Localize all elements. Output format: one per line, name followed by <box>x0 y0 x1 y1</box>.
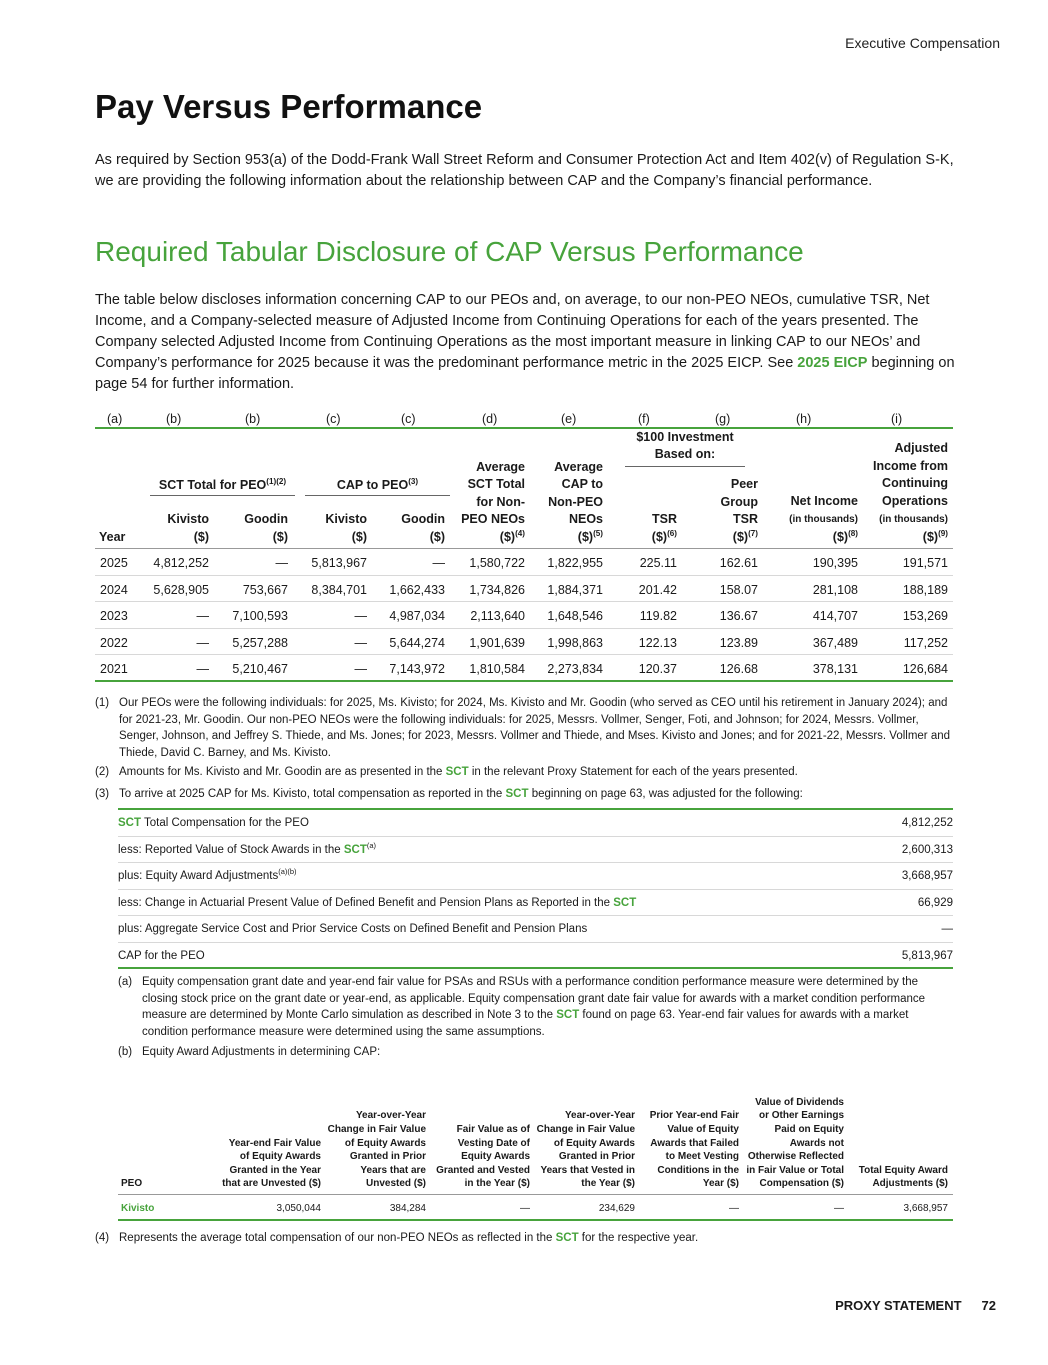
eaa-header <box>118 1068 953 1195</box>
eaa-cell: — <box>834 1203 844 1214</box>
recon-value: 2,600,313 <box>901 843 953 856</box>
fn3-text-b: beginning on page 63, was adjusted for the following: <box>528 788 803 800</box>
letter-h: (h) <box>796 412 812 426</box>
table-cell: 1,998,863 <box>547 635 603 650</box>
recon-label: less: Reported Value of Stock Awards in the <box>118 843 344 856</box>
table-cell: 414,707 <box>812 609 858 623</box>
table-cell: 1,648,546 <box>547 609 603 623</box>
row-year: 2022 <box>100 635 128 650</box>
col-adj-l3: Continuing <box>882 476 948 490</box>
table-cell: 2,113,640 <box>470 609 525 623</box>
fn4-text-a: Represents the average total compensation of our non-PEO NEOs as reflected in the <box>119 1232 556 1244</box>
table-cell: — <box>354 662 367 676</box>
recon-row <box>118 916 953 943</box>
col-avg-sct-l2: SCT Total <box>467 477 525 491</box>
table-cell: 136.67 <box>719 609 758 623</box>
table-row <box>95 602 953 629</box>
col-sct-goodin <box>244 511 288 546</box>
table-cell: 4,987,034 <box>389 609 445 623</box>
table-cell: — <box>275 556 288 570</box>
table-cell: 1,580,722 <box>469 556 525 570</box>
col-cap-kivisto-unit: ($) <box>351 529 367 544</box>
sct-link[interactable]: SCT <box>555 1232 579 1244</box>
table-cell: 1,810,584 <box>469 662 525 676</box>
col-ni-sup: (8) <box>848 528 858 538</box>
col-tsr-sup: (6) <box>667 528 677 538</box>
recon-value: 4,812,252 <box>901 817 953 829</box>
eaa-col-7: Total Equity Award Adjustments ($) <box>858 1164 948 1190</box>
recon-label: Total Compensation for the PEO <box>141 817 309 829</box>
table-cell: 153,269 <box>902 609 948 623</box>
table-cell: 225.11 <box>639 556 677 570</box>
col-tsr-l1: TSR <box>652 512 677 526</box>
eaa-cell: 384,284 <box>389 1203 426 1214</box>
sct-link[interactable]: SCT <box>118 817 141 829</box>
letter-c1: (c) <box>326 412 341 426</box>
section-header: Executive Compensation <box>845 35 1000 51</box>
footnote-b <box>118 1044 953 1061</box>
recon-sup: (a)(b) <box>278 867 297 877</box>
fn2-text <box>95 764 955 781</box>
recon-label: less: Change in Actuarial Present Value of Defined Benefit and Pension Plans as Reported in the <box>118 896 614 909</box>
table-cell: 1,822,955 <box>547 556 603 570</box>
pvp-table <box>95 410 953 682</box>
group-inv-line1: $100 Investment <box>636 430 734 444</box>
sct-link[interactable]: SCT <box>343 843 367 856</box>
table-cell: 5,210,467 <box>232 662 288 676</box>
recon-sup: (a) <box>366 840 377 850</box>
col-adj-sup: (9) <box>938 528 948 538</box>
sct-link[interactable]: SCT <box>613 896 637 909</box>
description-text-a: The table below discloses information concerning CAP to our PEOs and, on average, to our non-PEO NEOs, cumulative TSR, Net Income, and a Company-selected measure of Adjusted Income from Continuing Operations for each of the years presented. The Company selected Adjusted Income from Continuing Operations as the most important measure in linking CAP to our NEOs’ and Company’s performance for 2025 because it was the predominant performance metric in the 2025 EICP. See <box>95 292 930 371</box>
group-sct-sup: (1)(2) <box>266 476 287 486</box>
col-sct-goodin-unit: ($) <box>272 529 288 544</box>
footnote-1 <box>95 695 955 761</box>
equity-award-adjustments-table <box>118 1068 953 1221</box>
col-avg-sct-l5: ($) <box>499 529 516 544</box>
group-cap-label: CAP to PEO <box>336 478 409 492</box>
col-ni-l1: Net Income <box>790 493 858 508</box>
table-cell: 5,628,905 <box>153 582 209 597</box>
col-peer-tsr <box>721 476 759 546</box>
col-sct-kivisto-name: Kivisto <box>167 512 209 526</box>
table-cell: 126,684 <box>902 662 948 676</box>
fn3-text <box>95 786 955 803</box>
fn4-num: (4) <box>95 1232 110 1244</box>
col-cap-goodin <box>401 511 445 546</box>
letter-b1: (b) <box>166 412 182 426</box>
fn4-text-b: for the respective year. <box>578 1232 699 1244</box>
recon-label: CAP for the PEO <box>118 949 205 962</box>
col-net-income <box>789 493 858 547</box>
recon-label: plus: Aggregate Service Cost and Prior Service Costs on Defined Benefit and Pension Plans <box>118 923 588 935</box>
table-cell: 119.82 <box>639 609 677 623</box>
table-cell: — <box>196 609 209 623</box>
intro-paragraph: As required by Section 953(a) of the Dodd-Frank Wall Street Reform and Consumer Protection Act and Item 402(v) of Regulation S-K, we are providing the following information about the relationship between CAP and the Company’s financial performance. <box>95 152 954 189</box>
fna-text-b: found on page 63. Year-end fair values for awards with a market condition performance measure were determined using the same assumptions. <box>142 1009 909 1038</box>
eaa-col-3: Fair Value as of Vesting Date of Equity Awards Granted and Vested in the Year ($) <box>436 1124 530 1190</box>
eicp-link[interactable]: 2025 EICP <box>797 355 868 371</box>
recon-value: 5,813,967 <box>901 949 953 962</box>
recon-value: — <box>941 923 953 935</box>
col-ni-l3: ($) <box>832 529 849 544</box>
fnb-num: (b) <box>118 1046 133 1058</box>
table-cell: 188,189 <box>902 582 948 597</box>
table-cell: 190,395 <box>812 556 858 570</box>
table-cell: — <box>432 556 445 570</box>
footnote-4 <box>95 1230 955 1247</box>
eaa-col-peo: PEO <box>121 1178 143 1190</box>
letter-e: (e) <box>561 412 577 426</box>
page-title: Pay Versus Performance <box>95 88 483 125</box>
col-avg-cap-l5: ($) <box>577 529 594 544</box>
table-cell: 5,257,288 <box>232 635 288 650</box>
row-year: 2025 <box>100 556 128 570</box>
table-row <box>95 576 953 603</box>
eaa-col-2: Year-over-Year Change in Fair Value of Equity Awards Granted in Prior Years that are Unvested ($) <box>327 1110 426 1190</box>
table-cell: 158.07 <box>719 582 758 597</box>
eaa-cell: — <box>520 1203 530 1214</box>
eaa-col-5: Prior Year-end Fair Value of Equity Awards that Failed to Meet Vesting Conditions in the Year ($) <box>649 1110 739 1190</box>
col-cap-goodin-name: Goodin <box>401 512 445 526</box>
table-cell: 5,644,274 <box>389 635 445 650</box>
col-sct-goodin-name: Goodin <box>244 512 288 526</box>
col-peer-sup: (7) <box>748 528 758 538</box>
col-adjusted-income <box>873 440 948 546</box>
col-avg-cap-l1: Average <box>554 459 603 474</box>
eaa-peo-name: Kivisto <box>121 1203 155 1214</box>
description-paragraph <box>95 290 955 395</box>
col-avg-sct-sup: (4) <box>515 528 525 538</box>
page-footer <box>835 1298 996 1313</box>
table-row <box>95 655 953 682</box>
letter-b2: (b) <box>245 412 261 426</box>
col-cap-kivisto <box>325 511 367 546</box>
col-adj-l1: Adjusted <box>894 441 948 455</box>
fn2-num: (2) <box>95 766 110 778</box>
table-cell: — <box>196 662 209 676</box>
table-cell: 378,131 <box>812 662 858 676</box>
column-letters <box>95 410 953 429</box>
table-cell: 1,662,433 <box>389 582 445 597</box>
table-cell: 753,667 <box>242 582 288 597</box>
group-cap-peo <box>305 478 450 496</box>
col-peer-l1: Peer <box>730 477 758 491</box>
page-number: 72 <box>981 1298 996 1313</box>
letter-i: (i) <box>891 412 903 426</box>
table-cell: 120.37 <box>638 662 677 676</box>
col-adj-l4: Operations <box>882 493 948 508</box>
table-body <box>95 549 953 682</box>
recon-row <box>118 810 953 837</box>
fn2-text-b: in the relevant Proxy Statement for each of the years presented. <box>468 766 798 778</box>
letter-a: (a) <box>107 412 123 426</box>
col-tsr-l2: ($) <box>651 529 668 544</box>
col-sct-kivisto-unit: ($) <box>193 529 209 544</box>
group-sct-total <box>150 478 295 496</box>
recon-row <box>118 943 953 970</box>
group-investment <box>625 429 745 467</box>
col-year: Year <box>99 529 126 544</box>
col-avg-sct-l4: PEO NEOs <box>461 512 525 526</box>
row-year: 2024 <box>100 582 128 597</box>
group-sct-label: SCT Total for PEO <box>158 478 267 492</box>
table-cell: 281,108 <box>812 582 858 597</box>
footnote-2 <box>95 764 955 781</box>
sct-link[interactable]: SCT <box>556 1009 580 1021</box>
description-text-b: beginning on page 54 for further information. <box>95 355 955 392</box>
eaa-cell: 234,629 <box>598 1203 635 1214</box>
fn4-text <box>95 1230 955 1247</box>
table-cell: 1,884,371 <box>547 582 603 597</box>
table-cell: 367,489 <box>812 635 858 650</box>
section-subtitle: Required Tabular Disclosure of CAP Versus Performance <box>95 236 804 267</box>
row-year: 2023 <box>100 609 128 623</box>
eaa-cell: — <box>729 1203 739 1214</box>
table-cell: 126.68 <box>719 662 758 676</box>
group-inv-line2: Based on: <box>654 447 716 461</box>
table-cell: 1,901,639 <box>469 635 525 650</box>
cap-reconciliation-table <box>118 808 953 969</box>
fn3-text-a: To arrive at 2025 CAP for Ms. Kivisto, total compensation as reported in the <box>119 788 506 800</box>
fn1-text: Our PEOs were the following individuals: for 2025, Ms. Kivisto; for 2024, Ms. Kivisto and Mr. Goodin (who served as CEO until his retirement in January 2024); and for 2021-23, Mr. Goodin. Our non-PEO NEOs were the following individuals: for 2025, Messrs. Vollmer, Senger, Foti, and Johnson; for 2024, Messrs. Vollmer, Senger, Johnson, and Jeffrey S. Thiede, and Ms. Jones; for 2023, Messrs. Vollmer and Thiede, and Mses. Kivisto and Jones; and for 2021-22, Messrs. Vollmer and Thiede, David C. Barney, and Ms. Kivisto. <box>119 697 951 759</box>
col-avg-sct <box>461 459 525 547</box>
table-cell: 122.13 <box>638 635 677 650</box>
letter-f: (f) <box>638 412 650 426</box>
group-cap-sup: (3) <box>408 476 419 486</box>
col-peer-l2: Group <box>720 494 758 509</box>
col-tsr <box>652 511 677 546</box>
col-adj-l2: Income from <box>872 458 948 473</box>
col-ni-l2: (in thousands) <box>789 514 858 525</box>
recon-row <box>118 837 953 864</box>
table-header <box>95 429 953 549</box>
col-avg-cap-l3: Non-PEO <box>548 494 603 509</box>
table-row <box>95 629 953 656</box>
table-cell: — <box>196 635 209 650</box>
col-cap-kivisto-name: Kivisto <box>325 512 367 526</box>
table-cell: 1,734,826 <box>469 582 525 597</box>
col-adj-l6: ($) <box>922 529 939 544</box>
col-avg-sct-l3: for Non- <box>476 494 525 509</box>
table-cell: — <box>354 609 367 623</box>
eaa-cell: 3,668,957 <box>903 1203 948 1214</box>
col-peer-l3: TSR <box>733 512 758 526</box>
letter-g: (g) <box>715 412 731 426</box>
table-cell: 117,252 <box>903 635 948 650</box>
col-avg-cap-l4: NEOs <box>568 512 603 526</box>
col-avg-cap <box>548 459 603 547</box>
table-cell: 2,273,834 <box>547 662 603 676</box>
table-cell: 4,812,252 <box>153 556 209 570</box>
col-peer-l4: ($) <box>732 529 749 544</box>
eaa-col-6: Value of Dividends or Other Earnings Paid on Equity Awards not Otherwise Reflected in Fair Value or Total Compensation ($) <box>746 1096 844 1190</box>
table-cell: 7,143,972 <box>389 662 445 676</box>
footer-label: PROXY STATEMENT <box>835 1298 962 1313</box>
fna-text-a: Equity compensation grant date and year-end fair value for PSAs and RSUs with a performance condition performance measure were determined by the closing stock price on the grant date or year-end, as applicable. Equity compensation grant date fair value for awards with a market condition performance measure are determined by Monte Carlo simulation as described in Note 3 to the <box>142 976 926 1021</box>
table-cell: 162.61 <box>719 556 758 570</box>
fna-text <box>118 974 953 1040</box>
sct-link[interactable]: SCT <box>505 788 529 800</box>
col-adj-l5: (in thousands) <box>879 514 948 525</box>
fn3-num: (3) <box>95 788 110 800</box>
eaa-cell: 3,050,044 <box>276 1203 321 1214</box>
table-cell: 201.42 <box>638 582 677 597</box>
recon-row <box>118 890 953 917</box>
recon-value: 66,929 <box>917 896 953 909</box>
footnote-3 <box>95 786 955 803</box>
table-row <box>95 549 953 576</box>
table-cell: 8,384,701 <box>311 582 367 597</box>
eaa-col-4: Year-over-Year Change in Fair Value of Equity Awards Granted in Prior Years that Vested in the Year ($) <box>536 1110 635 1190</box>
col-sct-kivisto <box>167 511 209 546</box>
letter-c2: (c) <box>401 412 416 426</box>
table-cell: 123.89 <box>719 635 758 650</box>
table-cell: 5,813,967 <box>311 556 367 570</box>
table-cell: 7,100,593 <box>232 609 288 623</box>
fn2-text-a: Amounts for Ms. Kivisto and Mr. Goodin are as presented in the <box>119 766 446 778</box>
recon-row <box>118 863 953 890</box>
col-avg-cap-sup: (5) <box>593 528 603 538</box>
letter-d: (d) <box>482 412 498 426</box>
recon-label: plus: Equity Award Adjustments <box>118 870 279 882</box>
row-year: 2021 <box>100 662 128 676</box>
fna-num: (a) <box>118 976 133 988</box>
eaa-col-1: Year-end Fair Value of Equity Awards Granted in the Year that are Unvested ($) <box>222 1137 321 1190</box>
col-avg-sct-l1: Average <box>476 459 525 474</box>
table-cell: — <box>354 635 367 650</box>
table-cell: 191,571 <box>902 556 948 570</box>
col-cap-goodin-unit: ($) <box>429 529 445 544</box>
fn1-num: (1) <box>95 697 110 709</box>
table-row <box>118 1195 953 1221</box>
sct-link[interactable]: SCT <box>445 766 469 778</box>
fnb-text: Equity Award Adjustments in determining CAP: <box>142 1046 381 1058</box>
recon-value: 3,668,957 <box>901 870 953 882</box>
footnote-a <box>118 974 953 1040</box>
col-avg-cap-l2: CAP to <box>561 477 603 491</box>
